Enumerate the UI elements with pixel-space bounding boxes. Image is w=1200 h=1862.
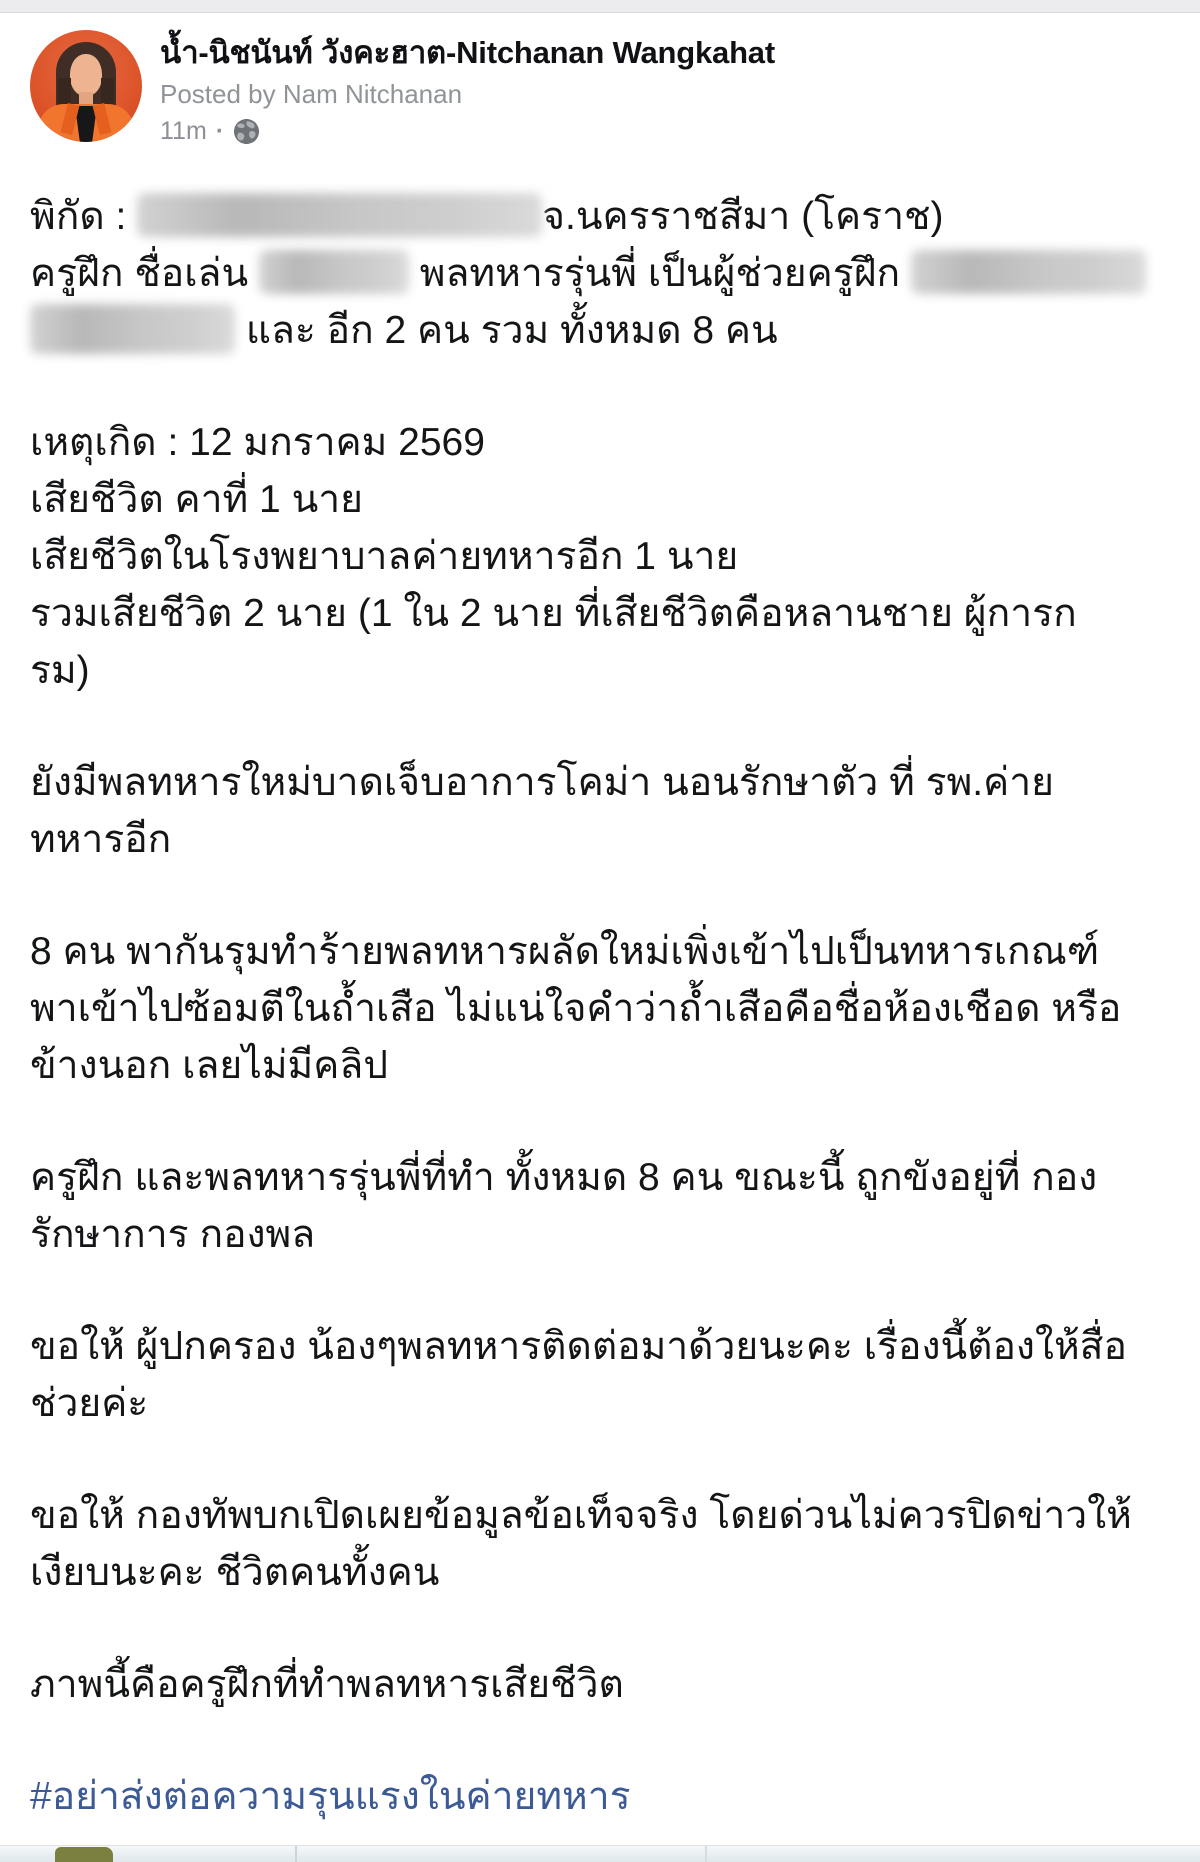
redaction-blur <box>259 250 409 294</box>
author-name[interactable]: น้ำ-นิชนันท์ วังคะฮาต-Nitchanan Wangkahat <box>160 35 775 70</box>
post-text: พาเข้าไปซ้อมตีในถ้ำเสือ ไม่แน่ใจคำว่าถ้ำเสือคือชื่อห้องเชือด หรือ <box>30 987 1122 1030</box>
post-paragraph <box>30 1149 1182 1263</box>
post-text-line <box>30 1544 1182 1601</box>
post-text: 8 คน พากันรุมทำร้ายพลทหารผลัดใหม่เพิ่งเข้าไปเป็นทหารเกณฑ์ <box>30 930 1100 973</box>
post-text-line <box>30 811 1182 868</box>
post-text: ข้างนอก เลยไม่มีคลิป <box>30 1044 388 1087</box>
post-text: พิกัด : <box>30 195 138 238</box>
post-text-line <box>30 245 1182 302</box>
timestamp[interactable]: 11m <box>160 117 207 145</box>
post-text-line <box>30 980 1182 1037</box>
post-header <box>30 30 1180 148</box>
post-text: ขอให้ ผู้ปกครอง น้องๆพลทหารติดต่อมาด้วยนะคะ เรื่องนี้ต้องให้สื่อ <box>30 1325 1127 1368</box>
posted-by-label: Posted by Nam Nitchanan <box>160 79 463 109</box>
post-text: เสียชีวิต คาที่ 1 นาย <box>30 478 363 521</box>
post-header-text <box>160 30 775 148</box>
post-text-line <box>30 1487 1182 1544</box>
post-paragraph <box>30 188 1182 359</box>
hashtag-link[interactable]: #อย่าส่งต่อความรุนแรงในค่ายทหาร <box>30 1775 631 1818</box>
post-text: ครูฝึก ชื่อเล่น <box>30 252 259 295</box>
post-text-line <box>30 1656 1182 1713</box>
post-text: เสียชีวิตในโรงพยาบาลค่ายทหารอีก 1 นาย <box>30 535 739 578</box>
post-text-line <box>30 188 1182 245</box>
post-text: ขอให้ กองทัพบกเปิดเผยข้อมูลข้อเท็จจริง โดยด่วนไม่ควรปิดข่าวให้ <box>30 1494 1132 1537</box>
post-text: ทหารอีก <box>30 818 172 861</box>
post-text-line <box>30 528 1182 585</box>
post-text: รักษาการ กองพล <box>30 1213 316 1256</box>
post-text: และ อีก 2 คน รวม ทั้งหมด 8 คน <box>235 309 778 352</box>
post-text-line <box>30 1206 1182 1263</box>
post-text-line <box>30 414 1182 471</box>
photo-attachment-fragment <box>55 1847 113 1862</box>
post-paragraph <box>30 1768 1182 1825</box>
post-text: พลทหารรุ่นพี่ เป็นผู้ช่วยครูฝึก <box>408 252 911 295</box>
post-text-line <box>30 642 1182 699</box>
post-text: รวมเสียชีวิต 2 นาย (1 ใน 2 นาย ที่เสียชีวิตคือหลานชาย ผู้การก <box>30 592 1077 635</box>
post-text-line <box>30 1149 1182 1206</box>
post-paragraph <box>30 414 1182 699</box>
post-paragraph <box>30 754 1182 868</box>
post-text-line <box>30 471 1182 528</box>
post-text-line <box>30 585 1182 642</box>
post-text: จ.นครราชสีมา (โคราช) <box>542 195 944 238</box>
post-text: ครูฝึก และพลทหารรุ่นพี่ที่ทำ ทั้งหมด 8 คน ขณะนี้ ถูกขังอยู่ที่ กอง <box>30 1156 1098 1199</box>
post-paragraph <box>30 923 1182 1094</box>
post-text: ยังมีพลทหารใหม่บาดเจ็บอาการโคม่า นอนรักษาตัว ที่ รพ.ค่าย <box>30 761 1054 804</box>
photo-attachment-divider <box>705 1846 707 1862</box>
photo-attachment-divider <box>295 1846 297 1862</box>
post-text-line <box>30 754 1182 811</box>
post-paragraph <box>30 1318 1182 1432</box>
dot-separator: · <box>215 117 225 145</box>
post-text: เหตุเกิด : 12 มกราคม 2569 <box>30 421 485 464</box>
post-text-line <box>30 923 1182 980</box>
post-text-body <box>30 188 1182 1862</box>
avatar-face <box>70 54 102 96</box>
post-text: เงียบนะคะ ชีวิตคนทั้งคน <box>30 1551 440 1594</box>
post-text-line <box>30 302 1182 359</box>
post-text-line <box>30 1037 1182 1094</box>
post-paragraph <box>30 1487 1182 1601</box>
redaction-blur <box>30 304 235 354</box>
post-text: ช่วยค่ะ <box>30 1382 149 1425</box>
avatar[interactable] <box>30 30 142 142</box>
post-text-line <box>30 1318 1182 1375</box>
post-text: ภาพนี้คือครูฝึกที่ทำพลทหารเสียชีวิต <box>30 1663 624 1706</box>
redaction-blur <box>137 193 542 237</box>
globe-public-icon <box>233 118 260 145</box>
timestamp-row <box>160 114 775 148</box>
post-text: รม) <box>30 649 90 692</box>
redaction-blur <box>911 250 1146 294</box>
post-text-line <box>30 1375 1182 1432</box>
photo-attachment-preview[interactable] <box>0 1845 1200 1862</box>
post-paragraph <box>30 1656 1182 1713</box>
screenshot-top-edge <box>0 0 1200 13</box>
